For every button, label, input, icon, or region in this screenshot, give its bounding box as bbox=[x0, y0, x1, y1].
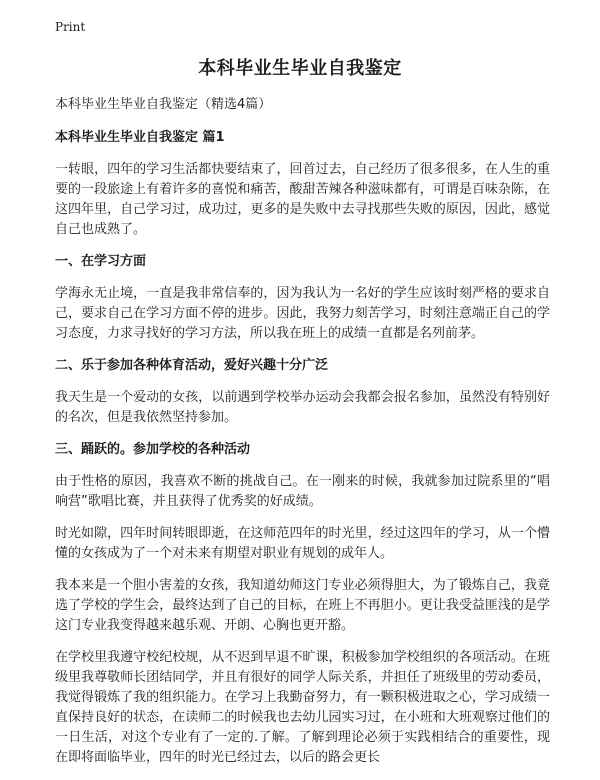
paragraph: 我本来是一个胆小害羞的女孩，我知道幼师这门专业必须得胆大，为了锻炼自己，我竟选了学校的学生会，最终达到了自己的目标，在班上不再胆小。更让我受益匪浅的是学这门专业我变得越来越乐观、开朗、心胸也更开豁。 bbox=[55, 578, 550, 633]
paragraph: 由于性格的原因，我喜欢不断的挑战自己。在一刚来的时候，我就参加过院系里的“唱响营”歌唱比赛，并且获得了优秀奖的好成绩。 bbox=[55, 474, 550, 509]
section-heading-activities: 三、踊跃的。参加学校的各种活动 bbox=[55, 442, 251, 457]
paragraph: 在学校里我遵守校纪校规，从不迟到早退不旷课，积极参加学校组织的各项活动。在班级里我尊敬师长团结同学，并且有很好的同学人际关系，并担任了班级里的劳动委员，我觉得锻炼了我的组织能力。在学习上我勤奋努力，有一颗积极进取之心，学习成绩一直保持良好的状态，在读师二的时候我也去幼儿园实习过，在小班和大班观察过他们的一日生活，对这个专业有了一定的.了解。了解到理论必须于实践相结合的重要性，现在即将面临毕业，四年的时光已经过去，以后的路会更长 bbox=[55, 650, 550, 765]
article-heading: 本科毕业生毕业自我鉴定 篇1 bbox=[55, 130, 225, 145]
section-heading-study: 一、在学习方面 bbox=[55, 254, 147, 269]
print-link[interactable]: Print bbox=[55, 20, 86, 34]
section-heading-sports: 二、乐于参加各种体育活动，爱好兴趣十分广泛 bbox=[55, 358, 329, 373]
paragraph: 我天生是一个爱动的女孩，以前遇到学校举办运动会我都会报名参加，虽然没有特别好的名次，但是我依然坚持参加。 bbox=[55, 390, 550, 425]
paragraph: 学海永无止境，一直是我非常信奉的，因为我认为一名好的学生应该时刻严格的要求自己，要求自己在学习方面不停的进步。因此，我努力刻苦学习，时刻注意端正自己的学习态度，力求寻找好的学习方法，所以我在班上的成绩一直都是名列前茅。 bbox=[55, 286, 550, 341]
page-title: 本科毕业生毕业自我鉴定 bbox=[198, 58, 402, 79]
document-subtitle: 本科毕业生毕业自我鉴定（精选4篇） bbox=[55, 97, 272, 112]
paragraph: 时光如隙，四年时间转眼即逝，在这师范四年的时光里，经过这四年的学习，从一个懵懂的女孩成为了一个对未来有期望对职业有规划的成年人。 bbox=[55, 526, 550, 561]
intro-paragraph: 一转眼，四年的学习生活都快要结束了，回首过去，自己经历了很多很多，在人生的重要的一段旅途上有着许多的喜悦和痛苦，酸甜苦辣各种滋味都有，可谓是百味杂陈，在这四年里，自己学习过，成功过，更多的是失败中去寻找那些失败的原因，因此，感觉自己也成熟了。 bbox=[55, 162, 550, 237]
document-body bbox=[55, 95, 550, 780]
